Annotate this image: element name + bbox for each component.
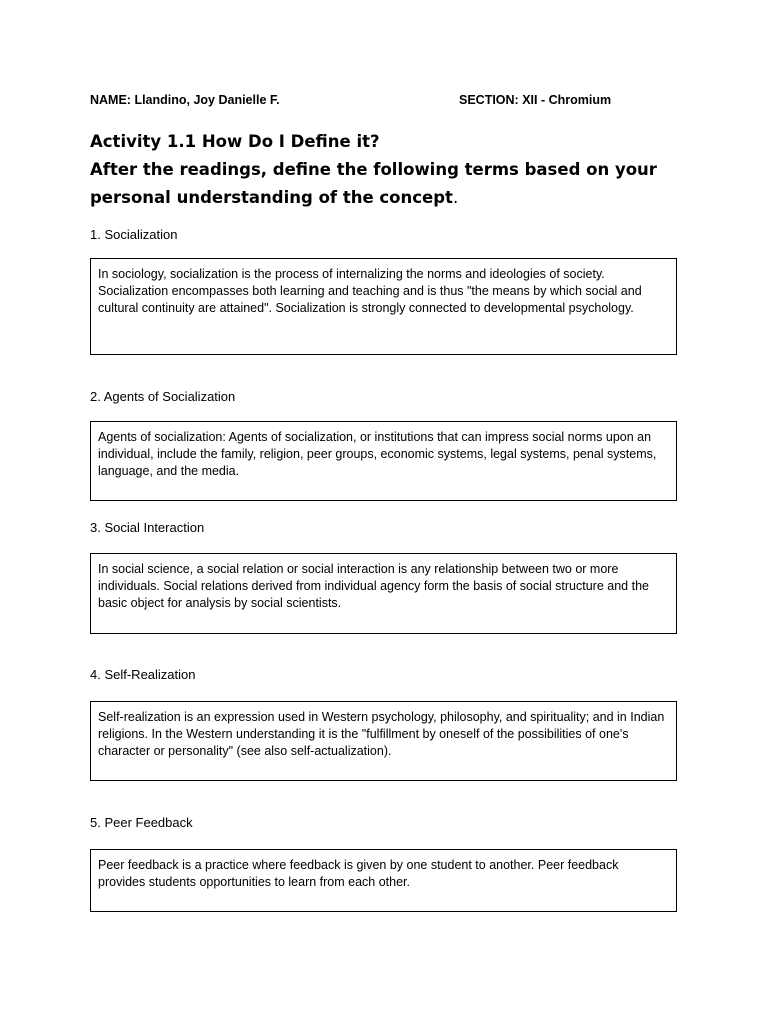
- student-name: NAME: Llandino, Joy Danielle F.: [90, 93, 280, 107]
- activity-title: Activity 1.1 How Do I Define it?: [90, 132, 380, 151]
- activity-heading: [90, 128, 690, 212]
- question-label-social-interaction: 3. Social Interaction: [90, 520, 205, 535]
- answer-box-social-interaction: In social science, a social relation or social interaction is any relationship between two or more individuals. Social relations derived from individual agency form the basis of social structure and the basic object for analysis by social scientists.: [90, 553, 677, 634]
- student-section: SECTION: XII - Chromium: [459, 93, 612, 107]
- question-label-socialization: 1. Socialization: [90, 227, 178, 242]
- activity-instruction: [90, 156, 690, 212]
- question-label-agents-of-socialization: 2. Agents of Socialization: [90, 389, 236, 404]
- answer-box-agents-of-socialization: Agents of socialization: Agents of socialization, or institutions that can impress social norms upon an individual, include the family, religion, peer groups, economic systems, legal systems, penal systems, language, and the media.: [90, 421, 677, 501]
- activity-instruction-text: After the readings, define the following terms based on your personal understanding of the concept: [90, 160, 657, 207]
- question-label-self-realization: 4. Self-Realization: [90, 667, 196, 682]
- question-label-peer-feedback: 5. Peer Feedback: [90, 815, 193, 830]
- answer-box-peer-feedback: Peer feedback is a practice where feedback is given by one student to another. Peer feedback provides students opportunities to learn from each other.: [90, 849, 677, 912]
- answer-box-socialization: In sociology, socialization is the process of internalizing the norms and ideologies of society. Socialization encompasses both learning and teaching and is thus "the means by which social and cultural continuity are attained". Socialization is strongly connected to developmental psychology.: [90, 258, 677, 355]
- answer-box-self-realization: Self-realization is an expression used in Western psychology, philosophy, and spirituality; and in Indian religions. In the Western understanding it is the "fulfillment by oneself of the possibilities of one's character or personality" (see also self-actualization).: [90, 701, 677, 781]
- activity-instruction-period: .: [452, 188, 459, 207]
